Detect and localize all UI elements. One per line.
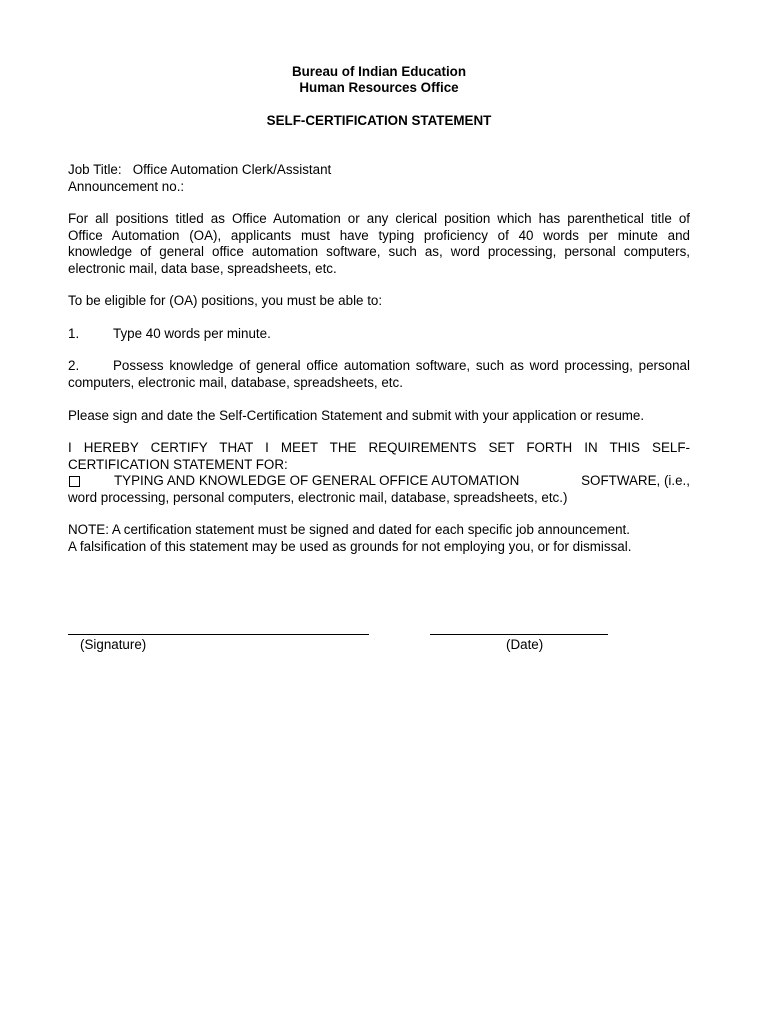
signature-line[interactable] [68, 634, 369, 635]
checkbox-label-end: SOFTWARE, (i.e., [581, 473, 690, 489]
certify-checkbox[interactable] [69, 476, 80, 487]
job-title-label: Job Title: [68, 162, 122, 177]
page-title: SELF-CERTIFICATION STATEMENT [266, 113, 492, 128]
eligibility-item-2 [68, 358, 690, 391]
instructions: Please sign and date the Self-Certification Statement and submit with your application or resume. [68, 408, 645, 423]
item-text: Possess knowledge of general office automation software, such as word processing, personal [113, 358, 690, 373]
job-title-line [68, 162, 690, 179]
announcement-label: Announcement no.: [68, 178, 185, 194]
note-line: NOTE: A certification statement must be signed and dated for each specific job announcement. [68, 522, 630, 537]
checkbox-label: TYPING AND KNOWLEDGE OF GENERAL OFFICE AUTOMATION [114, 473, 520, 489]
job-info [68, 162, 690, 195]
job-title-value: Office Automation Clerk/Assistant [132, 162, 332, 177]
eligibility-lead: To be eligible for (OA) positions, you must be able to: [68, 293, 383, 308]
signature-label: (Signature) [80, 637, 147, 652]
intro-line: knowledge of general office automation software, such as, word processing, personal computers, [68, 244, 690, 260]
eligibility-item-1 [68, 326, 690, 343]
date-line[interactable] [430, 634, 608, 635]
intro-paragraph [68, 211, 690, 277]
intro-line: Office Automation (OA), applicants must have typing proficiency of 40 words per minute and [68, 227, 690, 243]
org-name: Bureau of Indian Education [291, 64, 467, 79]
certify-line: I HEREBY CERTIFY THAT I MEET THE REQUIREMENTS SET FORTH IN THIS SELF- [68, 440, 690, 455]
office-name: Human Resources Office [299, 80, 459, 95]
item-text-continued: computers, electronic mail, database, spreadsheets, etc. [68, 374, 403, 390]
certification-statement [68, 440, 690, 506]
certify-line: CERTIFICATION STATEMENT FOR: [68, 456, 288, 472]
item-text: Type 40 words per minute. [113, 326, 271, 341]
intro-line: electronic mail, data base, spreadsheets, etc. [68, 260, 337, 276]
certify-line: word processing, personal computers, electronic mail, database, spreadsheets, etc.) [68, 489, 568, 505]
note [68, 522, 690, 555]
item-number: 2. [68, 358, 80, 373]
certify-checkbox-line [68, 473, 690, 490]
date-label: (Date) [506, 637, 544, 652]
item-number: 1. [68, 326, 80, 341]
intro-line: For all positions titled as Office Automation or any clerical position which has parenthetical title of [68, 211, 690, 226]
item-2-first-line [68, 358, 690, 375]
note-line: A falsification of this statement may be used as grounds for not employing you, or for dismissal. [68, 538, 632, 554]
